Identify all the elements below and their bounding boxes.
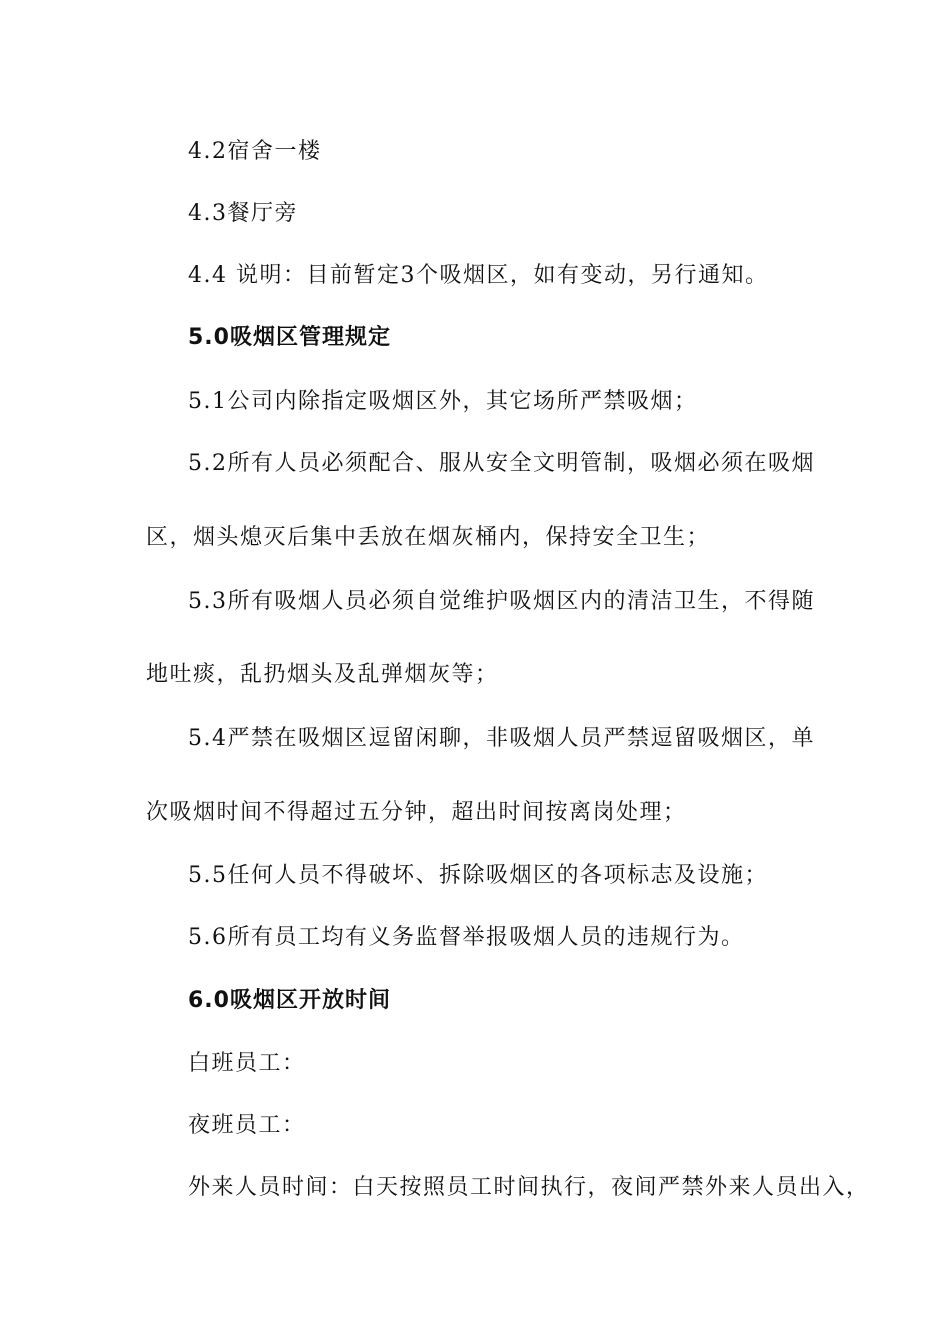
item-5-4-line-1: 5.4严禁在吸烟区逗留闲聊，非吸烟人员严禁逗留吸烟区，单 xyxy=(188,726,815,751)
section-heading-5: 5.0吸烟区管理规定 xyxy=(188,325,391,350)
item-4-3: 4.3餐厅旁 xyxy=(188,201,298,226)
section-heading-6: 6.0吸烟区开放时间 xyxy=(188,988,391,1013)
night-shift-label: 夜班员工： xyxy=(188,1113,306,1138)
item-5-4-line-2: 次吸烟时间不得超过五分钟，超出时间按离岗处理； xyxy=(146,800,687,825)
item-4-4: 4.4 说明：目前暂定3个吸烟区，如有变动，另行通知。 xyxy=(188,263,769,288)
item-5-2-line-2: 区，烟头熄灭后集中丢放在烟灰桶内，保持安全卫生； xyxy=(146,525,711,550)
item-5-2-line-1: 5.2所有人员必须配合、服从安全文明管制，吸烟必须在吸烟 xyxy=(188,451,815,476)
item-5-5: 5.5任何人员不得破坏、拆除吸烟区的各项标志及设施； xyxy=(188,863,768,888)
visitor-time-line: 外来人员时间：白天按照员工时间执行，夜间严禁外来人员出入， xyxy=(188,1175,870,1200)
item-5-3-line-1: 5.3所有吸烟人员必须自觉维护吸烟区内的清洁卫生，不得随 xyxy=(188,589,815,614)
item-5-6: 5.6所有员工均有义务监督举报吸烟人员的违规行为。 xyxy=(188,925,745,950)
item-5-3-line-2: 地吐痰，乱扔烟头及乱弹烟灰等； xyxy=(146,662,499,687)
item-5-1: 5.1公司内除指定吸烟区外，其它场所严禁吸烟； xyxy=(188,389,698,414)
day-shift-label: 白班员工： xyxy=(188,1051,306,1076)
item-4-2: 4.2宿舍一楼 xyxy=(188,139,322,164)
